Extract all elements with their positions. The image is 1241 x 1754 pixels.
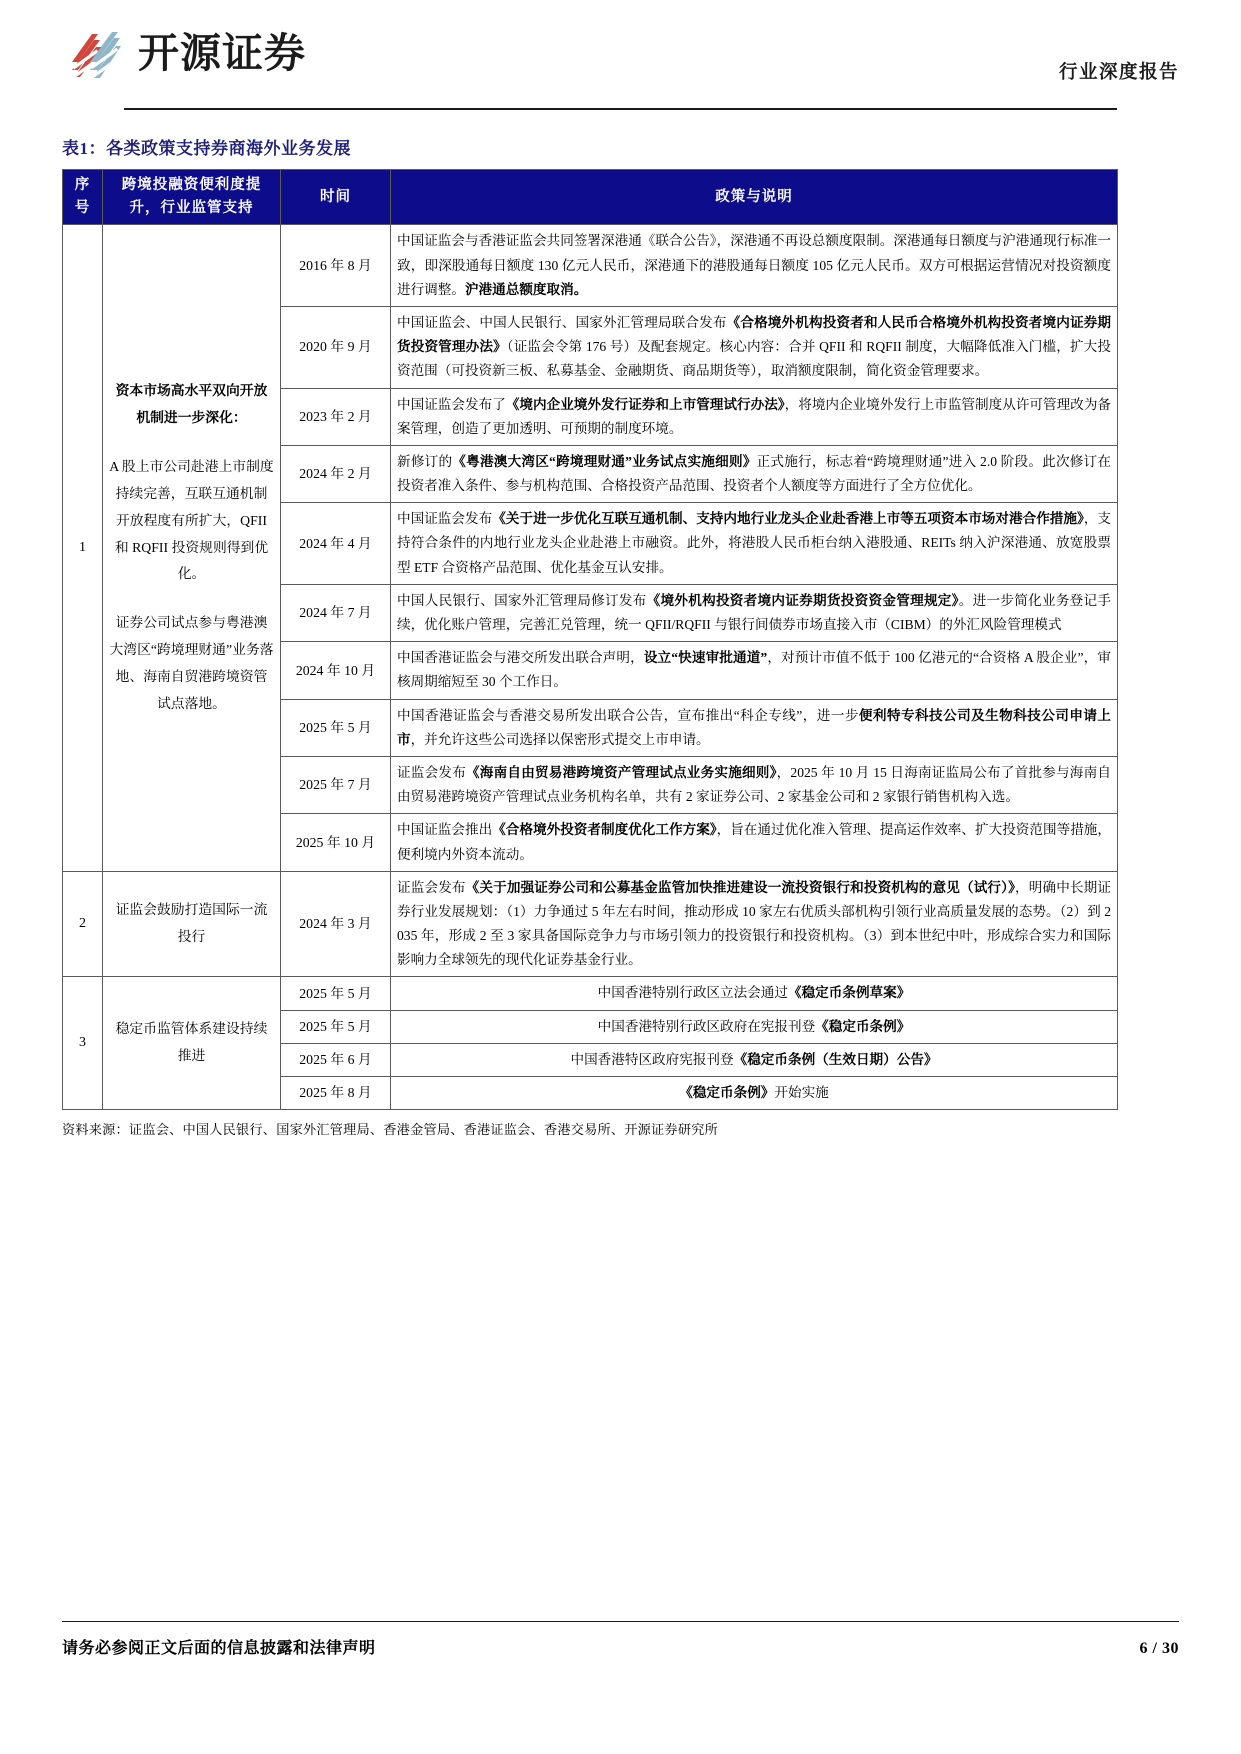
footer-disclaimer: 请务必参阅正文后面的信息披露和法律声明: [62, 1640, 376, 1657]
theme-paragraph: A 股上市公司赴港上市制度持续完善，互联互通机制开放程度有所扩大，QFII 和 RQFII 投资规则得到优化。: [109, 458, 274, 582]
policy-date-cell: 2024 年 7 月: [281, 584, 391, 641]
table-row: [63, 225, 1118, 307]
table-caption: 表1：各类政策支持券商海外业务发展: [62, 139, 351, 158]
row-index-cell: 3: [63, 977, 103, 1110]
policy-description-cell: 中国证监会、中国人民银行、国家外汇管理局联合发布《合格境外机构投资者和人民币合格境外机构投资者境内证券期货投资管理办法》（证监会令第 176 号）及配套规定。核心内容：合并 QFII 和 RQFII 制度，大幅降低准入门槛，扩大投资范围（可投资新三板、私募基金、金融期货、商品期货等），取消额度限制，简化资金管理要求。: [391, 306, 1118, 388]
policy-description-cell: 证监会发布《海南自由贸易港跨境资产管理试点业务实施细则》，2025 年 10 月 15 日海南证监局公布了首批参与海南自由贸易港跨境资产管理试点业务机构名单，共有 2 家证券公司、2 家基金公司和 2 家银行销售机构入选。: [391, 756, 1118, 813]
policy-date-cell: 2025 年 5 月: [281, 699, 391, 756]
policy-description-cell: 中国证监会发布《关于进一步优化互联互通机制、支持内地行业龙头企业赴香港上市等五项资本市场对港合作措施》，支持符合条件的内地行业龙头企业赴港上市融资。此外，将港股人民币柜台纳入港股通、REITs 纳入沪深港通、放宽股票型 ETF 合资格产品范围、优化基金互认安排。: [391, 503, 1118, 585]
policy-table: [62, 169, 1118, 1110]
policy-date-cell: 2025 年 10 月: [281, 814, 391, 871]
table-row: [63, 871, 1118, 977]
theme-text: 稳定币监管体系建设持续推进: [115, 1021, 268, 1064]
policy-date-cell: 2025 年 8 月: [281, 1077, 391, 1110]
theme-lead: 资本市场高水平双向开放机制进一步深化：: [115, 383, 268, 425]
policy-date-cell: 2025 年 5 月: [281, 1010, 391, 1043]
col-header-index: 序号: [63, 170, 103, 225]
policy-date-cell: 2025 年 6 月: [281, 1043, 391, 1076]
row-index-cell: 2: [63, 871, 103, 977]
row-theme-cell: [103, 871, 281, 977]
policy-date-cell: 2025 年 7 月: [281, 756, 391, 813]
policy-description-cell: 中国香港证监会与港交所发出联合声明，设立“快速审批通道”，对预计市值不低于 100 亿港元的“合资格 A 股企业”，审核周期缩短至 30 个工作日。: [391, 642, 1118, 699]
policy-date-cell: 2024 年 2 月: [281, 445, 391, 502]
policy-description-cell: 中国证监会与香港证监会共同签署深港通《联合公告》，深港通不再设总额度限制。深港通每日额度与沪港通现行标准一致，即深股通每日额度 130 亿元人民币，深港通下的港股通每日额度 105 亿元人民币。双方可根据运营情况对投资额度进行调整。沪港通总额度取消。: [391, 225, 1118, 307]
page-footer: [62, 1635, 1179, 1658]
footer-divider: [62, 1621, 1179, 1622]
policy-description-cell: 中国证监会推出《合格境外投资者制度优化工作方案》，旨在通过优化准入管理、提高运作效率、扩大投资范围等措施，便利境内外资本流动。: [391, 814, 1118, 871]
policy-date-cell: 2016 年 8 月: [281, 225, 391, 307]
kaiyuan-arrow-logo-icon: [62, 22, 124, 84]
policy-date-cell: 2020 年 9 月: [281, 306, 391, 388]
policy-description-cell: 《稳定币条例》开始实施: [391, 1077, 1118, 1110]
policy-date-cell: 2023 年 2 月: [281, 388, 391, 445]
row-index-cell: 1: [63, 225, 103, 871]
policy-description-cell: 中国香港特区政府宪报刊登《稳定币条例（生效日期）公告》: [391, 1043, 1118, 1076]
policy-date-cell: 2024 年 3 月: [281, 871, 391, 977]
col-header-date: 时间: [281, 170, 391, 225]
header-divider: [124, 108, 1117, 110]
policy-description-cell: 中国香港特别行政区政府在宪报刊登《稳定币条例》: [391, 1010, 1118, 1043]
policy-description-cell: 中国证监会发布了《境内企业境外发行证券和上市管理试行办法》，将境内企业境外发行上市监管制度从许可管理改为备案管理，创造了更加透明、可预期的制度环境。: [391, 388, 1118, 445]
theme-text: 证监会鼓励打造国际一流投行: [115, 902, 268, 945]
theme-paragraph: 证券公司试点参与粤港澳大湾区“跨境理财通”业务落地、海南自贸港跨境资管试点落地。: [109, 615, 274, 712]
table-body: [63, 225, 1118, 1110]
brand-lockup: [62, 0, 306, 84]
policy-description-cell: 中国香港证监会与香港交易所发出联合公告，宣布推出“科企专线”，进一步便利特专科技公司及生物科技公司申请上市，并允许这些公司选择以保密形式提交上市申请。: [391, 699, 1118, 756]
col-header-theme: 跨境投融资便利度提升，行业监管支持: [103, 170, 281, 225]
page-header: [62, 0, 1179, 112]
policy-description-cell: 证监会发布《关于加强证券公司和公募基金监管加快推进建设一流投资银行和投资机构的意见（试行）》，明确中长期证券行业发展规划：（1）力争通过 5 年左右时间，推动形成 10 家左右优质头部机构引领行业高质量发展的态势。（2）到 2035 年，形成 2 至 3 家具备国际竞争力与市场引领力的投资银行和投资机构。（3）到本世纪中叶，形成综合实力和国际影响力全球领先的现代化证券基金行业。: [391, 871, 1118, 977]
policy-description-cell: 中国人民银行、国家外汇管理局修订发布《境外机构投资者境内证券期货投资资金管理规定》。进一步简化业务登记手续，优化账户管理，完善汇兑管理，统一 QFII/RQFII 与银行间债券市场直接入市（CIBM）的外汇风险管理模式: [391, 584, 1118, 641]
table-row: [63, 977, 1118, 1010]
report-type-label: 行业深度报告: [1058, 63, 1179, 83]
page-number: 6 / 30: [1139, 1640, 1179, 1657]
policy-description-cell: 中国香港特别行政区立法会通过《稳定币条例草案》: [391, 977, 1118, 1010]
policy-date-cell: 2025 年 5 月: [281, 977, 391, 1010]
policy-description-cell: 新修订的《粤港澳大湾区“跨境理财通”业务试点实施细则》正式施行，标志着“跨境理财通”进入 2.0 阶段。此次修订在投资者准入条件、参与机构范围、合格投资产品范围、投资者个人额度等方面进行了全方位优化。: [391, 445, 1118, 502]
row-theme-cell: [103, 977, 281, 1110]
brand-name: 开源证券: [138, 28, 306, 77]
source-note: 资料来源：证监会、中国人民银行、国家外汇管理局、香港金管局、香港证监会、香港交易所、开源证券研究所: [62, 1122, 718, 1138]
col-header-desc: 政策与说明: [391, 170, 1118, 225]
table-header-row: [63, 170, 1118, 225]
table-head: [63, 170, 1118, 225]
row-theme-cell: [103, 225, 281, 871]
policy-date-cell: 2024 年 10 月: [281, 642, 391, 699]
policy-date-cell: 2024 年 4 月: [281, 503, 391, 585]
